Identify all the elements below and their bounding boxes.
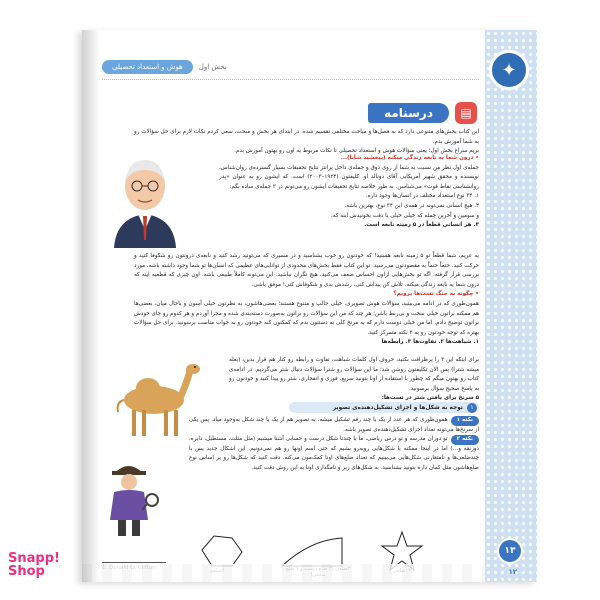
header-part: بخش اول [198,63,227,71]
section-title: توجه به شکل‌ها و اجزای تشکیل‌دهنده‌ی تصویر [332,404,463,411]
notes-block [189,416,479,474]
logo-line-2: Shop [8,564,45,579]
genius-p: جمله‌ی اول نظر من نسبت به شما از روی ذوق و جمله‌ی داخل پرانتز نتایج تحقیقات بسیار گسترده‌ی روان‌شناس، نویسنده و محقق شهیر آمریکایی آقای دونالد او. کلیفتون (۱۹۲۴–۲۰۰۳) است. که ایشون رو به عنوان «پدر روانشناسی نقاط قوت» می‌شناسن. به طور خلاصه نتایج تحقیقات ایشون رو می‌تونم در ۳ جمله‌ی ساده بگم: [219,164,479,190]
genius-heading: • درون شما به نابغه زندگی میکنه (بیخشید شانا)... [340,155,479,161]
doodle-strip [82,564,485,582]
side-band [485,30,537,582]
book-page [82,30,537,582]
detective-illustration [98,458,160,540]
note-2 [189,435,479,473]
intro-p1: این کتاب بخش‌های متنوعی دارد که به فصل‌ها و مباحث مختلفی تقسیم شده. در ابتدای هر بخش و مبحث، سعی کردم نکات لازم برای حل سؤالات رو به شما آموزش بدم. [134,129,479,145]
intro-text [134,128,479,157]
camel-block [229,356,479,404]
section-header [289,402,479,413]
note-2-text: تو دوران مدرسه و تو درس ریاضی، ما با چندتا شکل درست و حسابی آشنا میشیم (مثل مثلث، مستطیل، دایره، ذوزنقه و…) اما در اینجا ممکنه با شکل‌هایی رو‌به‌رو بشیم که حتی اسم اونها رو هم نمی‌دونیم. این اشکال جدید پس با چند‌ضلعی‌ها و نامتقارنی شکل‌هایی می‌بینیم که تعداد ضلع‌های اونا کمک‌مون می‌کنه. دقت کنید که شکل‌ها رو بر اساس نوع ضلع‌هاشون مثل کمان داره بتونید بشناسید. به شکل‌های زیر و نامگذاری اونا به این روش دقت کنید. [189,436,479,471]
genius-p4: یه عریم، شما قطعاً تو ۵ زمینه نابغه هستید! که خودتون رو خوب بشناسید و در مسیری که می‌تونید رشد کنید و نابغه‌ی درونتون رو شکوفا کنید و حرکت کنید. حتماً حتماً به مقصودتون می‌رسید. تو این کتاب فقط بخش‌های محدودی از توانایی‌های عظیمی که انسان‌ها تو شما وجود داشته باشه، مورد بررسی قرار گرفته. اگه تو بخش‌هایی ازاون احساس ضعف می‌کنید، هیچ نگران نباشید. این می‌تونه کاملاً طبیعی باشه. اون چیزی که قطعیه اینه که درون شما یه نابغه زندگی میکنه. تلاش کن پیداش کنی، رشدش بدی و شکوفاش کنی! موفق باشی. [134,253,479,288]
tests-list: ۱. شباهت‌ها ۲. تفاوت‌ها ۳. رابطه‌ها [381,339,479,346]
genius-continuation [134,252,479,348]
hexagon-icon [202,536,242,566]
lesson-title [368,102,477,124]
note-1-text: همون‌طوری که هر عدد از یک یا چند رقم تشکیل میشه، به تصویر هم از یک یا چند شکل به‌وجود میاد. پس یکی از سرنخ‌ها می‌تونه تعداد اجزای تشکیل‌دهنده‌ی تصویر باشه. [189,417,479,433]
professor-illustration [108,148,182,248]
genius-l3: و سومین و آخرین جمله که خیلی خیلی با دقت بخونیدش اینه که، [331,212,479,219]
tests-heading: • چگونه به جنگ تست‌ها برویم؟ [393,291,479,298]
header-chapter-chip: هوش و استعداد تحصیلی [102,60,193,74]
genius-l4: ۳. هر انسانی قطعاً در ۵ زمینه نابغه است. [364,222,479,229]
page-header [102,56,479,78]
lesson-title-label: درسنامه [368,103,449,123]
page-number: ۱۳ [497,538,523,564]
note-2-chip: نکته ۲ [451,435,479,445]
footnote-divider [102,562,166,563]
chapter-badge-icon: ✦ [489,50,529,90]
genius-l1: ۱. ۳۴ نوع استعداد مختلف در انسان‌ها وجود داره. [365,193,479,200]
logo-line-1: Snapp! [8,551,60,566]
note-1-chip: نکته ۱ [451,416,479,426]
curved-triangle-icon [282,538,342,566]
store-logo [8,552,66,578]
book-icon: ▤ [455,102,477,124]
page-number-secondary: ۱۲ [508,568,517,576]
tests-p: همون‌طوری که در ادامه می‌بینید، سؤالات هوش تصویری، خیلی جالب و متنوع هستند؛ بعضی‌هاشون، به نظرتون خیلی آسون و باحال میان، بعضی‌ها هم ممکنه براتون خیلی سخت و بی‌ربط باشن؛ هر چند که من این سؤالات رو براتون به‌صورت دسته‌بندی شده و مجزا آوردم و هر کدوم رو جای خودش براتون توضیح دادم، اما من خیلی دوست دارم که به مرنخ کلی به دستتون بدم که کمکتون کنه خودتون رو به جواب مناسب برسونید. برای حل سؤالات بهتره که توجه خودتون رو به ۳ نکته متمرکز کنید. [134,300,479,336]
section-number: ۱ [467,403,477,413]
genius-l2: ۲. هیچ انسانی نمی‌تونه در همه‌ی این ۳۴ نوع، بهترین باشه. [344,202,479,209]
page-spine-shadow [82,30,100,582]
intro-p2: بریم سراغ بخش اول؛ یعنی سؤالات هوش و استعداد تحصیلی تا نکات مربوط به اون رو بهتون آموزش بدم. [234,148,479,155]
camel-p: برای اینکه این ۳ را پرظرافت بکنید، حروف اول کلمات شباهت، تفاوت و رابطه رو کنار هم قرار بدین، (بعله میشه شترا) پس الان تکلیفتون روشن شد؛ ما این سؤالات رو شترا سؤالات دنبال شتر می‌گردیم. در ادامه‌ی کتاب رو بهتون میگم که چطور با استفاده از اونا بتونید سریع، فوری و انفجاری، شتر رو پیدا کنید و خودتون رو به پاسخ صحیح سؤال برسونید. [229,357,479,392]
genius-block [219,154,479,231]
note-1 [189,416,479,435]
header-divider [102,79,479,80]
camel-clues: ۵ سرنخ برای یافتن شتر در تست‌ها: [381,395,479,402]
